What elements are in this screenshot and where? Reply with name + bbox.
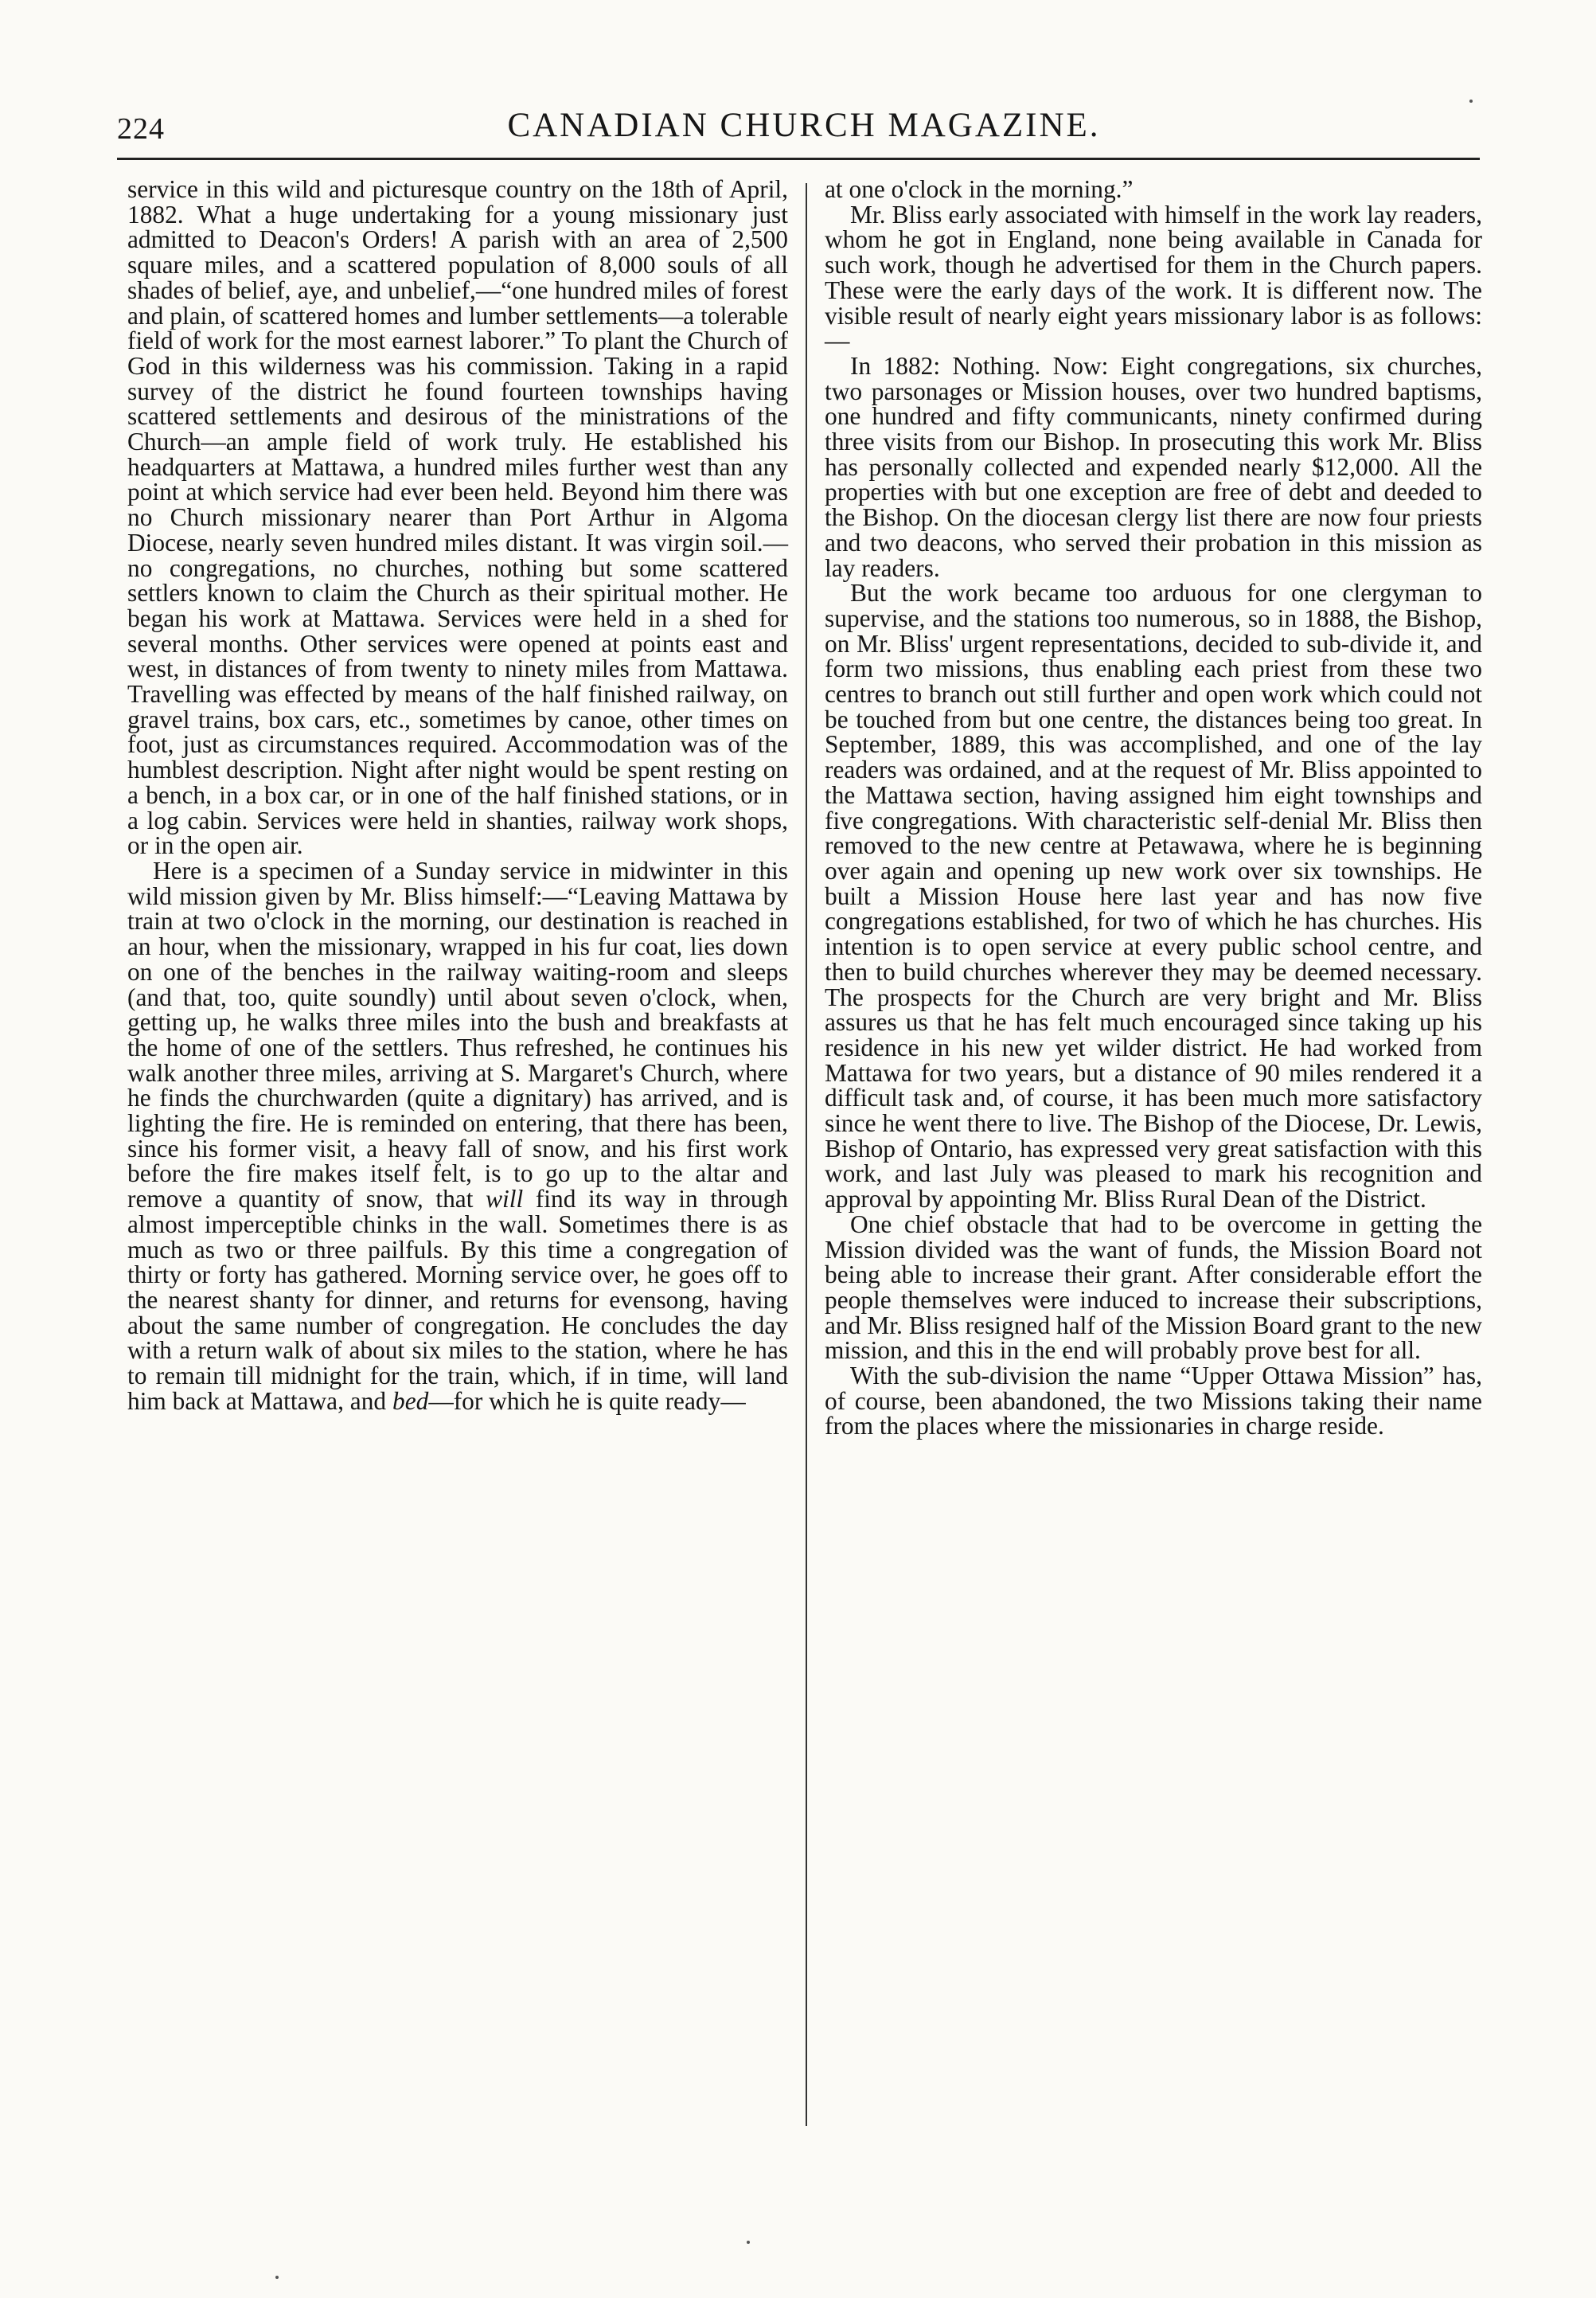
page-number: 224 bbox=[117, 112, 165, 146]
body-paragraph: In 1882: Nothing. Now: Eight congregations, six churches, two parsonages or Mission houses, over two hundred baptisms, one hundred and fifty communicants, ninety confirmed during three visits from our Bishop. In prosecuting this work Mr. Bliss has personally collected and expended nearly $12,000. All the properties with but one exception are free of debt and deeded to the Bishop. On the diocesan clergy list there are now four priests and two deacons, who served their probation in this mission as lay readers. bbox=[825, 351, 1482, 582]
body-paragraph: One chief obstacle that had to be overcome in getting the Mission divided was the want of funds, the Mission Board not being able to increase their grant. After considerable effort the people themselves were induced to increase their subscriptions, and Mr. Bliss resigned half of the Mission Board grant to the new mission, and this in the end will probably prove best for all. bbox=[825, 1210, 1482, 1365]
body-paragraph: service in this wild and picturesque country on the 18th of April, 1882. What a huge undertaking for a young missionary just admitted to Deacon's Orders! A parish with an area of 2,500 square miles, and a scattered population of 8,000 souls of all shades of belief, aye, and unbelief,—“one hundred miles of forest and plain, of scattered homes and lumber settlements—a tolerable field of work for the most earnest laborer.” To plant the Church of God in this wilderness was his commission. Taking in a rapid survey of the district he found fourteen townships having scattered settlements and desirous of the ministrations of the Church—an ample field of work truly. He established his headquarters at Mattawa, a hundred miles further west than any point at which service had ever been held. Beyond him there was no Church missionary nearer than Port Arthur in Algoma Diocese, nearly seven hundred miles distant. It was virgin soil.—no congregations, no churches, nothing but some scattered settlers known to claim the Church as their spiritual mother. He began his work at Mattawa. Services were held in a shed for several months. Other services were opened at points east and west, in distances of from twenty to ninety miles from Mattawa. Travelling was effected by means of the half finished railway, on gravel trains, box cars, etc., sometimes by canoe, other times on foot, just as circumstances required. Accommodation was of the humblest description. Night after night would be spent resting on a bench, in a box car, or in one of the half finished stations, or in a log cabin. Services were held in shanties, railway work shops, or in the open air. bbox=[127, 175, 788, 860]
print-speck bbox=[747, 2241, 750, 2244]
specimen-text-3: —for which he is quite ready— bbox=[428, 1386, 746, 1415]
column-divider bbox=[806, 183, 807, 2126]
italic-word-will: will bbox=[486, 1185, 524, 1213]
print-speck bbox=[275, 2276, 279, 2279]
italic-word-bed: bed bbox=[392, 1386, 429, 1415]
specimen-paragraph bbox=[127, 858, 788, 1413]
body-paragraph: But the work became too arduous for one clergyman to supervise, and the stations too numerous, so in 1888, the Bishop, on Mr. Bliss' urgent representations, decided to sub-divide it, and form two missions, thus enabling each priest from these two centres to branch out still further and open work which could not be touched from but one centre, the distances being too great. In September, 1889, this was accomplished, and one of the lay readers was ordained, and at the request of Mr. Bliss appointed to the Mattawa section, having assigned him eight townships and five congregations. With characteristic self-denial Mr. Bliss then removed to the new centre at Petawawa, where he is beginning over again and opening up new work over six townships. He built a Mission House here last year and has now five congregations established, for two of which he has churches. His intention is to open service at every public school centre, and then to build churches wherever they may be deemed necessary. The prospects for the Church are very bright and Mr. Bliss assures us that he has felt much encouraged since taking up his residence in his new yet wilder district. He had worked from Mattawa for two years, but a distance of 90 miles rendered it a difficult task and, of course, it has been much more satisfactory since he went there to live. The Bishop of the Diocese, Dr. Lewis, Bishop of Ontario, has expressed very great satisfaction with this work, and last July was pleased to mark his recognition and approval by appointing Mr. Bliss Rural Dean of the District. bbox=[825, 579, 1482, 1213]
header-rule bbox=[117, 158, 1480, 160]
body-paragraph: Mr. Bliss early associated with himself in the work lay readers, whom he got in England, none being available in Canada for such work, though he advertised for them in the Church papers. These were the early days of the work. It is different now. The visible result of nearly eight years missionary labor is as follows:— bbox=[825, 200, 1482, 355]
left-column bbox=[127, 177, 788, 1413]
right-column bbox=[825, 177, 1482, 1439]
specimen-text-2: find its way in through almost imperceptible chinks in the wall. Sometimes there is as much as two or three pailfuls. By this time a congregation of thirty or forty has gathered. Morning service over, he goes off to the nearest shanty for dinner, and returns for evensong, having about the same number of congregation. He concludes the day with a return walk of about six miles to the station, where he has to remain till midnight for the train, which, if in time, will land him back at Mattawa, and bbox=[127, 1185, 788, 1415]
print-speck bbox=[1469, 100, 1473, 103]
body-paragraph: With the sub-division the name “Upper Ottawa Mission” has, of course, been abandoned, the two Missions taking their name from the places where the missionaries in charge reside. bbox=[825, 1362, 1482, 1440]
running-title: CANADIAN CHURCH MAGAZINE. bbox=[507, 107, 1101, 144]
body-paragraph: at one o'clock in the morning.” bbox=[825, 175, 1134, 203]
specimen-text-1: Here is a specimen of a Sunday service in midwinter in this wild mission given by Mr. Bliss himself:—“Leaving Mattawa by train at two o'clock in the morning, our destination is reached in an hour, when the missionary, wrapped in his fur coat, lies down on one of the benches in the railway waiting-room and sleeps (and that, too, quite soundly) until about seven o'clock, when, getting up, he walks three miles into the bush and breakfasts at the home of one of the settlers. Thus refreshed, he continues his walk another three miles, arriving at S. Margaret's Church, where he finds the churchwarden (quite a dignitary) has arrived, and is lighting the fire. He is reminded on entering, that there has been, since his former visit, a heavy fall of snow, and his first work before the fire makes itself felt, is to go up to the altar and remove a quantity of snow, that bbox=[127, 856, 788, 1213]
